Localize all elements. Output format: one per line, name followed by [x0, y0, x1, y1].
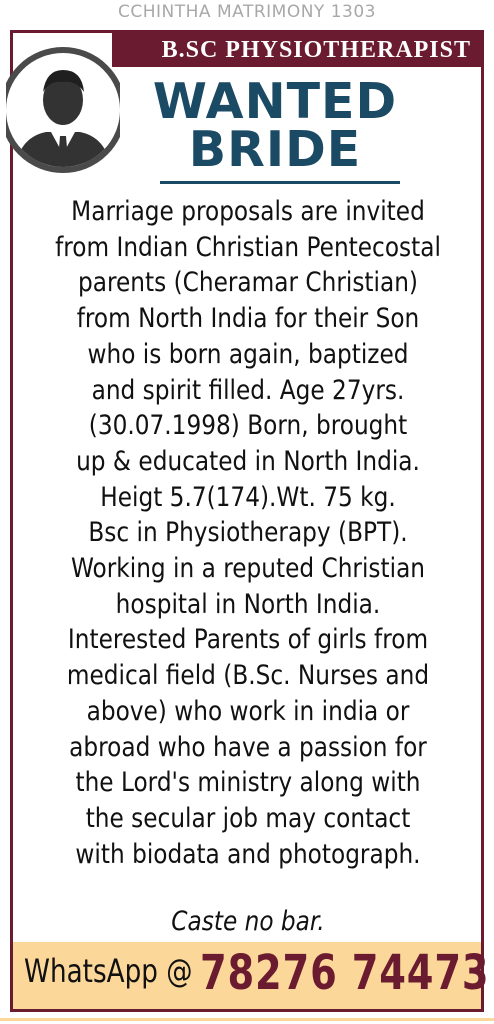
ad-body-text: Marriage proposals are invited from Indian Christian Pentecostal parents (Cheramar Christian) from North India for their Son who is born again, baptized and spirit filled. Age 27yrs. (30.07.1998) Born, brought up & educated in North India. Heigt 5.7(174).Wt. 75 kg. Bsc in Physiotherapy (BPT). Working in a reputed Christian hospital in North India. Interested Parents of girls from medical field (B.Sc. Nurses and above) who work in india or abroad who have a passion for the Lord's ministry along with the secular job may contact with biodata and photograph. [55, 196, 441, 870]
headline-underline [160, 181, 400, 184]
profession-header: B.SC PHYSIOTHERAPIST [112, 33, 481, 67]
headline-bride: BRIDE [188, 121, 362, 178]
headline-wanted: WANTED [152, 73, 398, 130]
bottom-divider [0, 1018, 494, 1021]
caste-note: Caste no bar. [171, 906, 325, 937]
man-in-suit-avatar-icon [6, 42, 120, 178]
headline [140, 73, 410, 178]
ad-reference-number: CCHINTHA MATRIMONY 1303 [118, 2, 376, 22]
whatsapp-number[interactable]: 78276 74473 [200, 945, 490, 1001]
whatsapp-label: WhatsApp @ [24, 952, 193, 990]
